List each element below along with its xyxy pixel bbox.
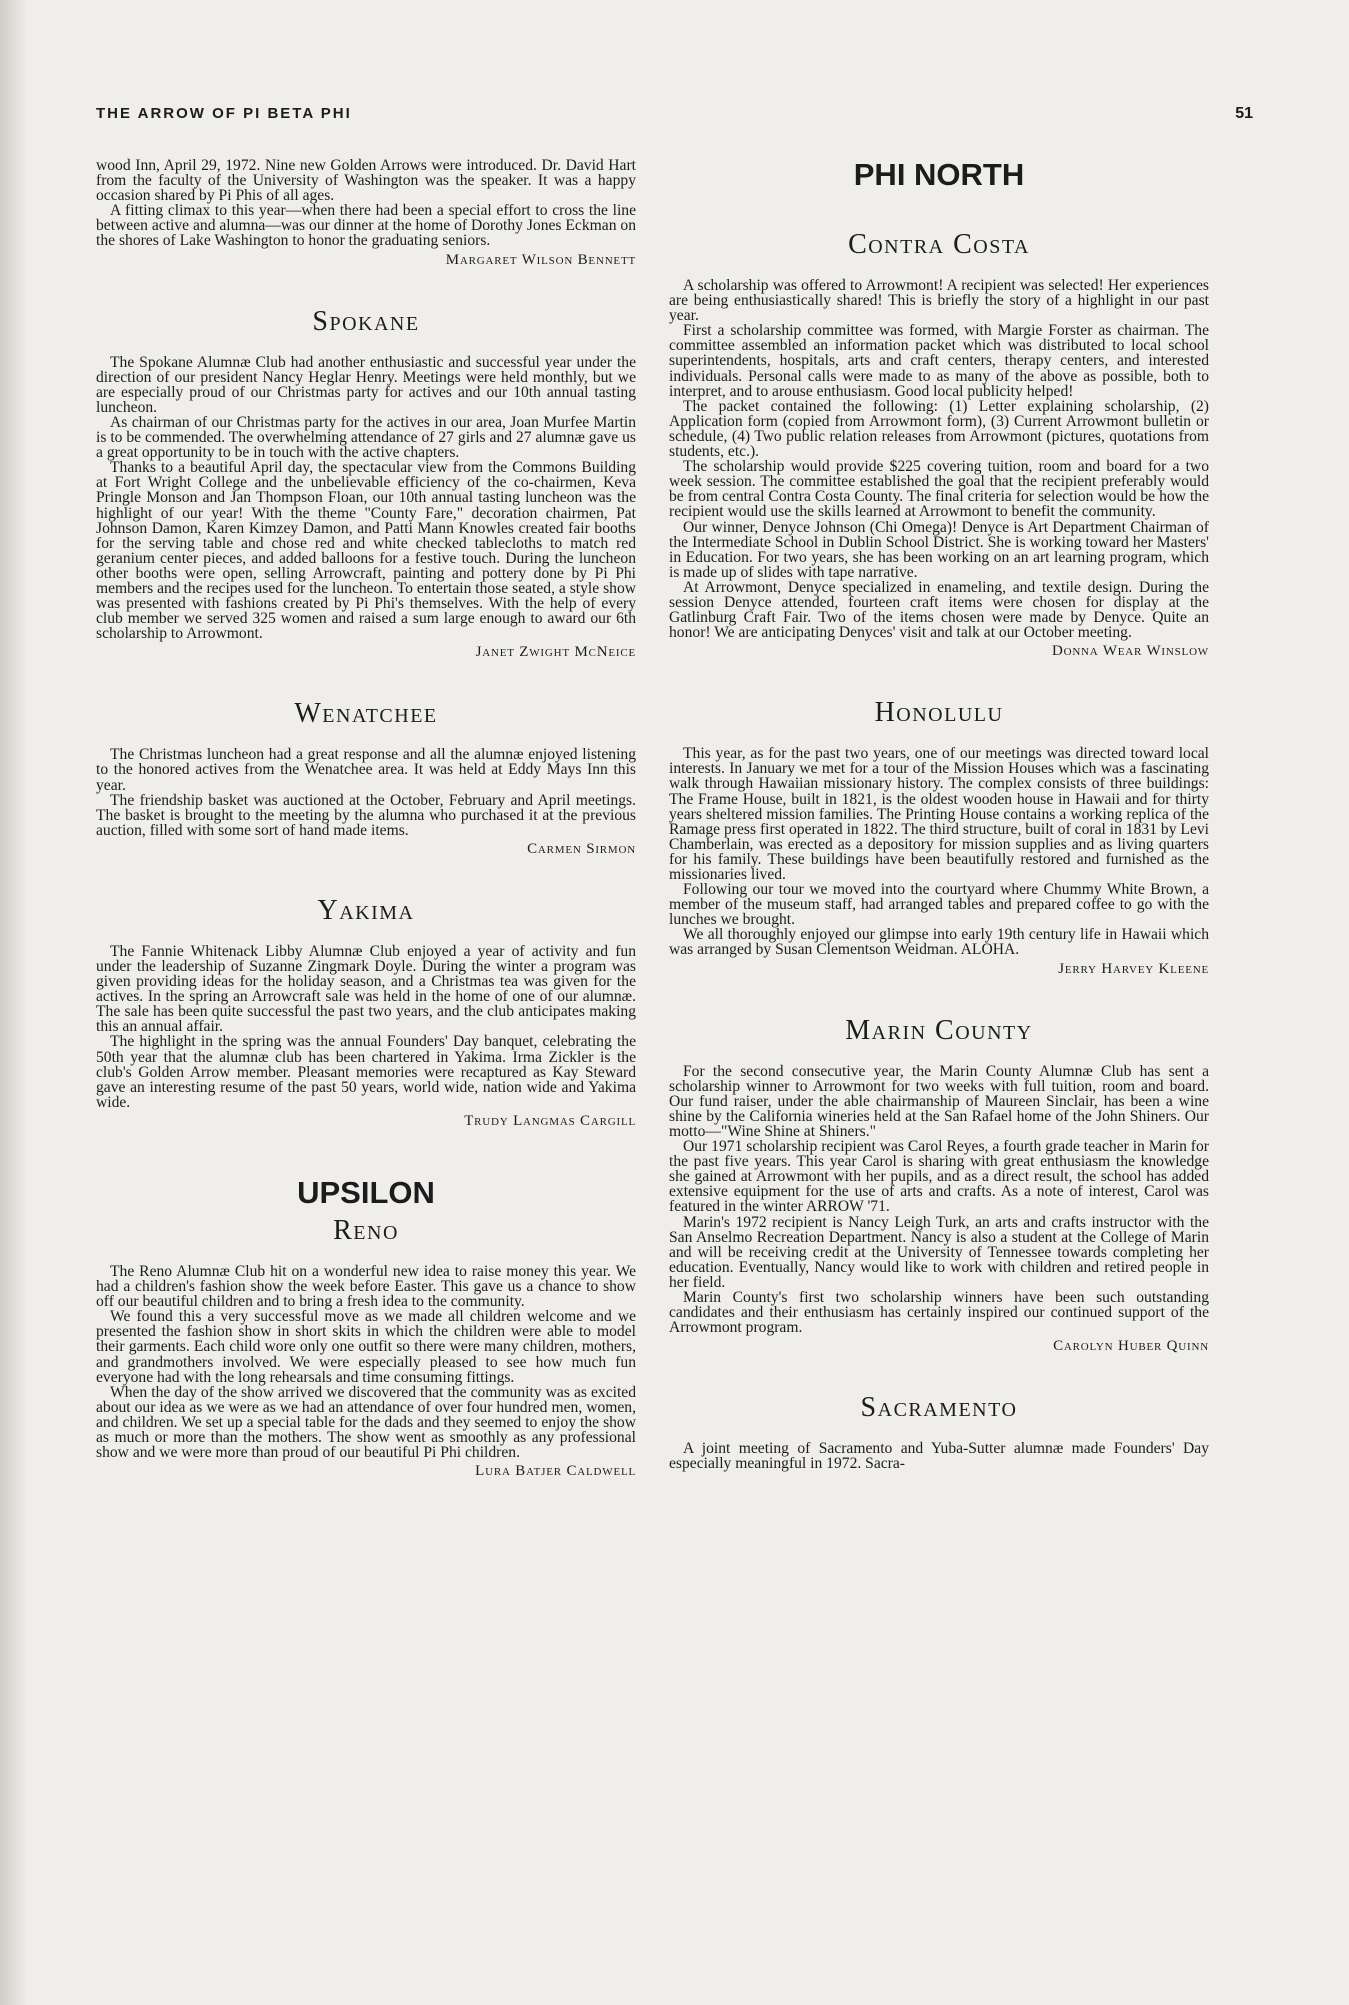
article-paragraph: A fitting climax to this year—when there had been a special effort to cross the line between active and alumna—was our dinner at the home of Dorothy Jones Eckman on the shores of Lake Washington to honor the graduating seniors. (96, 202, 636, 250)
club-report-honolulu (669, 698, 1209, 977)
club-title: Wenatchee (294, 698, 438, 730)
article-paragraph: First a scholarship committee was formed, with Margie Forster as chairman. The committee assembled an information packet which was distributed to local school superintendents, hospitals, arts and craft centers, therapy centers, and interested individuals. Personal calls were made to as many of the above as possible, both to interpret, and to arouse enthusiasm. Good local publicity helped! (669, 322, 1209, 400)
article-paragraph: The highlight in the spring was the annual Founders' Day banquet, celebrating the 50th year that the alumnæ club has been chartered in Yakima. Irma Zickler is the club's Golden Arrow member. Pleasant memories were recaptured as Kay Steward gave an interesting resume of the past 50 years, world wide, nation wide and Yakima wide. (96, 1033, 636, 1111)
article-paragraph: The packet contained the following: (1) Letter explaining scholarship, (2) Application form (copied from Arrowmont form), (3) Current Arrowmont bulletin or schedule, (4) Two public relation releases from Arrowmont (pictures, quotations from students, etc.). (669, 397, 1209, 461)
club-report-sacramento (669, 1393, 1209, 1471)
byline: Carolyn Huber Quinn (1053, 1338, 1209, 1355)
article-paragraph: Following our tour we moved into the courtyard where Chummy White Brown, a member of the museum staff, had arranged tables and prepared coffee to go with the lunches we brought. (669, 881, 1209, 929)
club-report-yakima (96, 896, 636, 1130)
byline: Carmen Sirmon (527, 840, 636, 857)
article-paragraph: The friendship basket was auctioned at the October, February and April meetings. The basket is brought to the meeting by the alumna who purchased it at the previous auction, filled with some sort of hand made items. (96, 791, 636, 839)
article-paragraph: Thanks to a beautiful April day, the spectacular view from the Commons Building at Fort Wright College and the unbelievable efficiency of the co-chairmen, Keva Pringle Monson and Jan Thompson Floan, our 10th annual tasting luncheon was the highlight of our year! With the theme "County Fare," decoration chairmen, Pat Johnson Damon, Karen Kimzey Damon, and Patti Mann Knowles created fair booths for the serving table and chose red and white checked tablecloths to match red geranium center pieces, and added balloons for a festive touch. During the luncheon other booths were open, selling Arrowcraft, painting and pottery done by Pi Phi members and the recipes used for the luncheon. To entertain those seated, a style show was presented with fashions created by Pi Phi's themselves. With the help of every club member we served 325 women and raised a sum large enough to award our 6th scholarship to Arrowmont. (96, 459, 636, 643)
running-title: THE ARROW OF PI BETA PHI (96, 105, 352, 122)
article-paragraph: Our 1971 scholarship recipient was Carol Reyes, a fourth grade teacher in Marin for the past five years. This year Carol is sharing with great enthusiasm the knowledge she gained at Arrowmont with her pupils, and as a direct result, the school has added extensive equipment for the use of arts and crafts. As a note of interest, Carol was featured in the winter ARROW '71. (669, 1138, 1209, 1216)
article-paragraph: The Reno Alumnæ Club hit on a wonderful new idea to raise money this year. We had a children's fashion show the week before Easter. This gave us a chance to show off our beautiful children and to bring a fresh idea to the community. (96, 1262, 636, 1311)
byline: Janet Zwight McNeice (475, 644, 636, 661)
right-column (669, 158, 1209, 1471)
club-title: Sacramento (860, 1392, 1018, 1424)
club-report-marin-county (669, 1016, 1209, 1356)
byline: Trudy Langmas Cargill (464, 1112, 636, 1129)
chapter-upsilon (96, 1176, 636, 1480)
article-paragraph: Marin's 1972 recipient is Nancy Leigh Turk, an arts and crafts instructor with the San Anselmo Recreation Department. Nancy is also a student at the College of Marin and will be receiving credit at the University of Tennessee towards completing her education. Eventually, Nancy would like to work with children and retired people in her field. (669, 1213, 1209, 1291)
byline: Lura Batjer Caldwell (475, 1463, 636, 1480)
article-paragraph: As chairman of our Christmas party for the actives in our area, Joan Murfee Martin is to be commended. The overwhelming attendance of 27 girls and 27 alumnæ gave us a great opportunity to be in touch with the active chapters. (96, 413, 636, 462)
article-paragraph: We found this a very successful move as we made all children welcome and we presented the fashion show in short skits in which the children were able to model their garments. Each child wore only one outfit so there were many children, mothers, and grandmothers involved. We were especially pleased to see how much fun everyone had with the long rehearsals and time consuming fittings. (96, 1308, 636, 1386)
club-title: Yakima (317, 894, 415, 926)
club-title: Contra Costa (848, 229, 1030, 260)
article-paragraph: For the second consecutive year, the Marin County Alumnæ Club has sent a scholarship winner to Arrowmont for two weeks with full tuition, room and board. Our fund raiser, under the able chairmanship of Maureen Sinclair, has been a wine shine by the California wineries held at the San Rafael home of the John Shiners. Our motto—"Wine Shine at Shiners." (669, 1062, 1209, 1140)
club-report-contra-costa (669, 230, 1209, 660)
article-paragraph: wood Inn, April 29, 1972. Nine new Golden Arrows were introduced. Dr. David Hart from the faculty of the University of Washington was the speaker. It was a happy occasion shared by Pi Phis of all ages. (96, 157, 636, 205)
article-paragraph: A scholarship was offered to Arrowmont! A recipient was selected! Her experiences are being enthusiastically shared! This is briefly the story of a highlight in our past year. (669, 277, 1209, 325)
left-column (96, 158, 636, 1480)
chapter-title: UPSILON (297, 1174, 435, 1210)
article-paragraph: When the day of the show arrived we discovered that the community was as excited about our idea as we were as we had an attendance of over four hundred men, women, and children. We set up a special table for the dads and they seemed to enjoy the show as much or more than the mothers. The show went as smoothly as any professional show and we were more than proud of our beautiful Pi Phi children. (96, 1383, 636, 1462)
running-head (96, 105, 1253, 129)
club-report-spokane (96, 307, 636, 662)
byline: Jerry Harvey Kleene (1058, 960, 1209, 977)
article-paragraph: The Fannie Whitenack Libby Alumnæ Club enjoyed a year of activity and fun under the leadership of Suzanne Zingmark Doyle. During the winter a program was given providing ideas for the holiday season, and a Christmas tea was given for the actives. In the spring an Arrowcraft sale was held in the home of one of our alumnæ. The sale has been quite successful the past two years, and the club anticipates making this an annual affair. (96, 942, 636, 1036)
article-paragraph: At Arrowmont, Denyce specialized in enameling, and textile design. During the session Denyce attended, fourteen craft items were chosen for display at the Gatlinburg Craft Fair. Two of the items chosen were made by Denyce. Quite an honor! We are anticipating Denyces' visit and talk at our October meeting. (669, 578, 1209, 642)
page-binding-shadow (0, 0, 28, 2005)
article-paragraph: The Spokane Alumnæ Club had another enthusiastic and successful year under the direction of our president Nancy Heglar Henry. Meetings were held monthly, but we are especially proud of our Christmas party for actives and our 10th annual tasting luncheon. (96, 353, 636, 416)
article-paragraph: The scholarship would provide $225 covering tuition, room and board for a two week session. The committee established the goal that the recipient preferably would be from central Contra Costa County. The final criteria for selection would be how the recipient would use the skills learned at Arrowmont to benefit the community. (669, 458, 1209, 521)
club-title: Marin County (845, 1014, 1033, 1046)
continued-article (96, 158, 636, 269)
page-number: 51 (1235, 105, 1253, 122)
club-title: Spokane (312, 305, 420, 337)
article-paragraph: A joint meeting of Sacramento and Yuba-Sutter alumnæ made Founders' Day especially meaningful in 1972. Sacra- (669, 1440, 1209, 1473)
chapter-title: PHI NORTH (853, 157, 1025, 192)
article-paragraph: The Christmas luncheon had a great response and all the alumnæ enjoyed listening to the honored actives from the Wenatchee area. It was held at Eddy Mays Inn this year. (96, 746, 636, 794)
article-paragraph: Marin County's first two scholarship winners have been such outstanding candidates and their enthusiasm has certainly inspired our continued support of the Arrowmont program. (669, 1288, 1209, 1337)
club-title: Reno (333, 1214, 399, 1246)
byline: Donna Wear Winslow (1051, 643, 1209, 660)
article-paragraph: This year, as for the past two years, one of our meetings was directed toward local interests. In January we met for a tour of the Mission Houses which was a fascinating walk through Hawaiian missionary history. The complex consists of three buildings: The Frame House, built in 1821, is the oldest wooden house in Hawaii and for thirty years sheltered mission families. The Printing House contains a working replica of the Ramage press first operated in 1822. The third structure, built of coral in 1831 by Levi Chamberlain, was erected as a depository for mission supplies and as living quarters for his family. These buildings have been beautifully restored and furnished as the missionaries lived. (669, 745, 1209, 883)
club-title: Honolulu (874, 697, 1004, 729)
club-report-wenatchee (96, 699, 636, 858)
byline: Margaret Wilson Bennett (445, 251, 636, 268)
article-paragraph: We all thoroughly enjoyed our glimpse into early 19th century life in Hawaii which was arranged by Susan Clementson Weidman. ALOHA. (669, 926, 1209, 959)
article-paragraph: Our winner, Denyce Johnson (Chi Omega)! Denyce is Art Department Chairman of the Intermediate School in Dublin School District. She is working toward her Masters' in Education. For two years, she has been working on an art learning program, which is made up of slides with tape narrative. (669, 518, 1209, 581)
